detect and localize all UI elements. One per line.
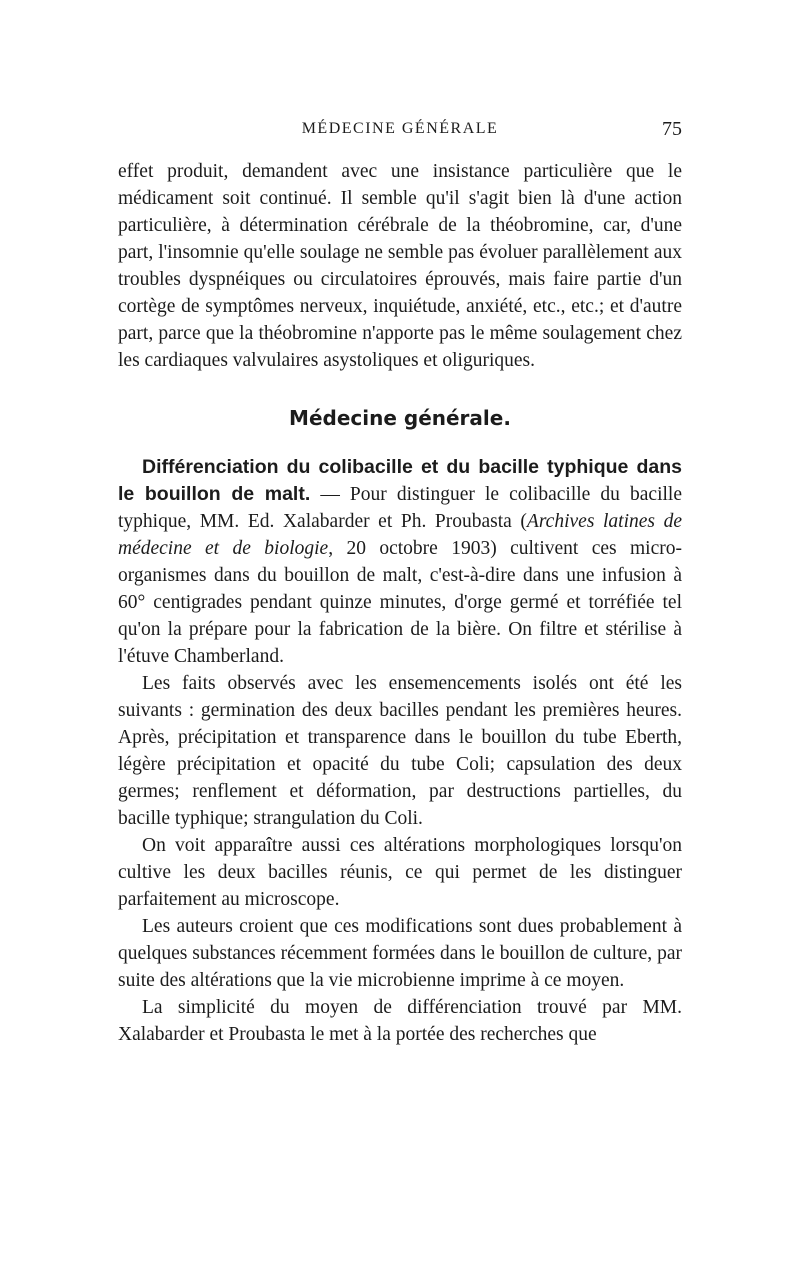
running-head: [118, 118, 682, 142]
article-title: Différenciation du colibacille et du bacille typhique dans le bouillon de malt.: [118, 456, 682, 505]
journal-citation: Archives latines de médecine et de biologie: [118, 511, 682, 559]
article-text-lead: — Pour distinguer le colibacille du bacille typhique, MM. Ed. Xalabarder et Ph. Proubasta (: [118, 484, 682, 532]
article-paragraph-4: Les auteurs croient que ces modifications sont dues probablement à quelques substances récemment formées dans le bouillon de culture, par suite des altérations que la vie microbienne imprime à ce moyen.: [118, 916, 682, 991]
article-text-rest: , 20 octobre 1903) cultivent ces micro-organismes dans du bouillon de malt, c'est-à-dire dans une infusion à 60° centigrades pendant quinze minutes, d'orge germé et torréfiée tel qu'on la prépare pour la fabrication de la bière. On filtre et stérilise à l'étuve Chamberland.: [118, 538, 682, 667]
article-paragraph-2: Les faits observés avec les ensemencements isolés ont été les suivants : germination des deux bacilles pendant les premières heures. Après, précipitation et transparence dans le bouillon du tube Eberth, légère précipitation et opacité du tube Coli; capsulation des deux germes; renflement et déformation, par destructions partielles, du bacille typhique; strangulation du Coli.: [118, 673, 682, 829]
running-title: MÉDECINE GÉNÉRALE: [301, 120, 499, 137]
article-paragraph-1: [118, 454, 682, 670]
article-paragraph-5: La simplicité du moyen de différenciation trouvé par MM. Xalabarder et Proubasta le met à la portée des recherches que: [118, 997, 682, 1045]
continuation-paragraph: effet produit, demandent avec une insistance particulière que le médicament soit continué. Il semble qu'il s'agit bien là d'une action particulière, à détermination cérébrale de la théobromine, car, d'une part, l'insomnie qu'elle soulage ne semble pas évoluer parallèlement aux troubles dyspnéiques ou circulatoires éprouvés, mais faire partie d'un cortège de symptômes nerveux, inquiétude, anxiété, etc., etc.; et d'autre part, parce que la théobromine n'apporte pas le même soulagement chez les cardiaques valvulaires asystoliques et oliguriques.: [118, 161, 682, 371]
body-text: [118, 158, 682, 1048]
section-heading: Médecine générale.: [289, 406, 511, 430]
article-paragraph-3: On voit apparaître aussi ces altérations morphologiques lorsqu'on cultive les deux bacilles réunis, ce qui permet de les distinguer parfaitement au microscope.: [118, 835, 682, 910]
page-number: 75: [662, 118, 682, 140]
